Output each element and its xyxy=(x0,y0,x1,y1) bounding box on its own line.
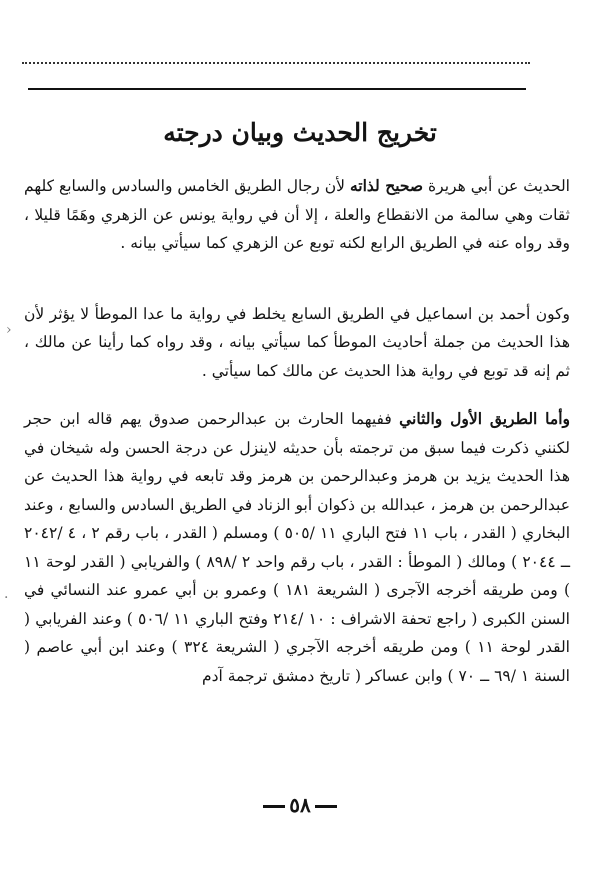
bold-phrase: وأما الطريق الأول والثاني xyxy=(399,409,570,428)
paragraph-1: الحديث عن أبي هريرة صحيح لذاته لأن رجال الطريق الخامس والسادس والسابع كلهم ثقات وهي سالمة من الانقطاع والعلة ، إلا أن في رواية يونس عن الزهري وهَمًا قليلا ، وقد رواه عنه في الطريق الرابع لكنه توبع عن الزهري كما سيأتي بيانه . xyxy=(24,176,570,252)
section-title: تخريج الحديث وبيان درجته xyxy=(163,118,437,147)
bold-phrase: صحيح لذاته xyxy=(349,176,424,195)
page-number: ٥٨ xyxy=(0,793,600,817)
paragraph-2: وكون أحمد بن اسماعيل في الطريق السابع يخلط في رواية ما عدا الموطأ لا يؤثر لأن هذا الحديث من جملة أحاديث الموطأ كما سيأتي بيانه ، وقد رواه كما رأينا عن مالك ، ثم إنه قد توبع في رواية هذا الحديث عن مالك كما سيأتي . xyxy=(24,304,570,380)
body-text xyxy=(24,172,570,690)
margin-mark-icon: · xyxy=(4,590,9,606)
paragraph-3: وأما الطريق الأول والثاني ففيهما الحارث بن عبدالرحمن صدوق يهم قاله ابن حجر لكنني ذكرت فيما سبق من ترجمته بأن حديثه لاينزل عن درجة الحسن وله شيخان في هذا الحديث يزيد بن هرمز وعبدالرحمن بن هرمز وقد تابعه في رواية هذا الحديث عن عبدالرحمن بن هرمز ، عبدالله بن ذكوان أبو الزناد في الطريق السادس والسابع ، وعند البخاري ( القدر ، باب ١١ فتح الباري ١١ /٥٠٥ ) ومسلم ( القدر ، باب رقم ٢ ، ٤ /٢٠٤٢ ــ ٢٠٤٤ ) ومالك ( الموطأ : القدر ، باب رقم واحد ٢ /٨٩٨ ) والفريابي ( القدر لوحة ١١ ) ومن طريقه أخرجه الآجرى ( الشريعة ١٨١ ) وعمرو بن أبي عمرو عند النسائي في السنن الكبرى ( راجع تحفة الاشراف : ١٠ /٢١٤ وفتح الباري ١١ /٥٠٦ ) وعند الفريابي ( القدر لوحة ١١ ) ومن طريقه أخرجه الآجري ( الشريعة ٣٢٤ ) وعند ابن أبي عاصم ( السنة ١ /٦٩ ــ ٧٠ ) وابن عساكر ( تاريخ دمشق ترجمة آدم xyxy=(24,409,571,685)
dotted-header-rule xyxy=(22,62,530,64)
solid-header-rule xyxy=(28,88,526,90)
margin-mark-icon: ‹ xyxy=(6,322,12,338)
